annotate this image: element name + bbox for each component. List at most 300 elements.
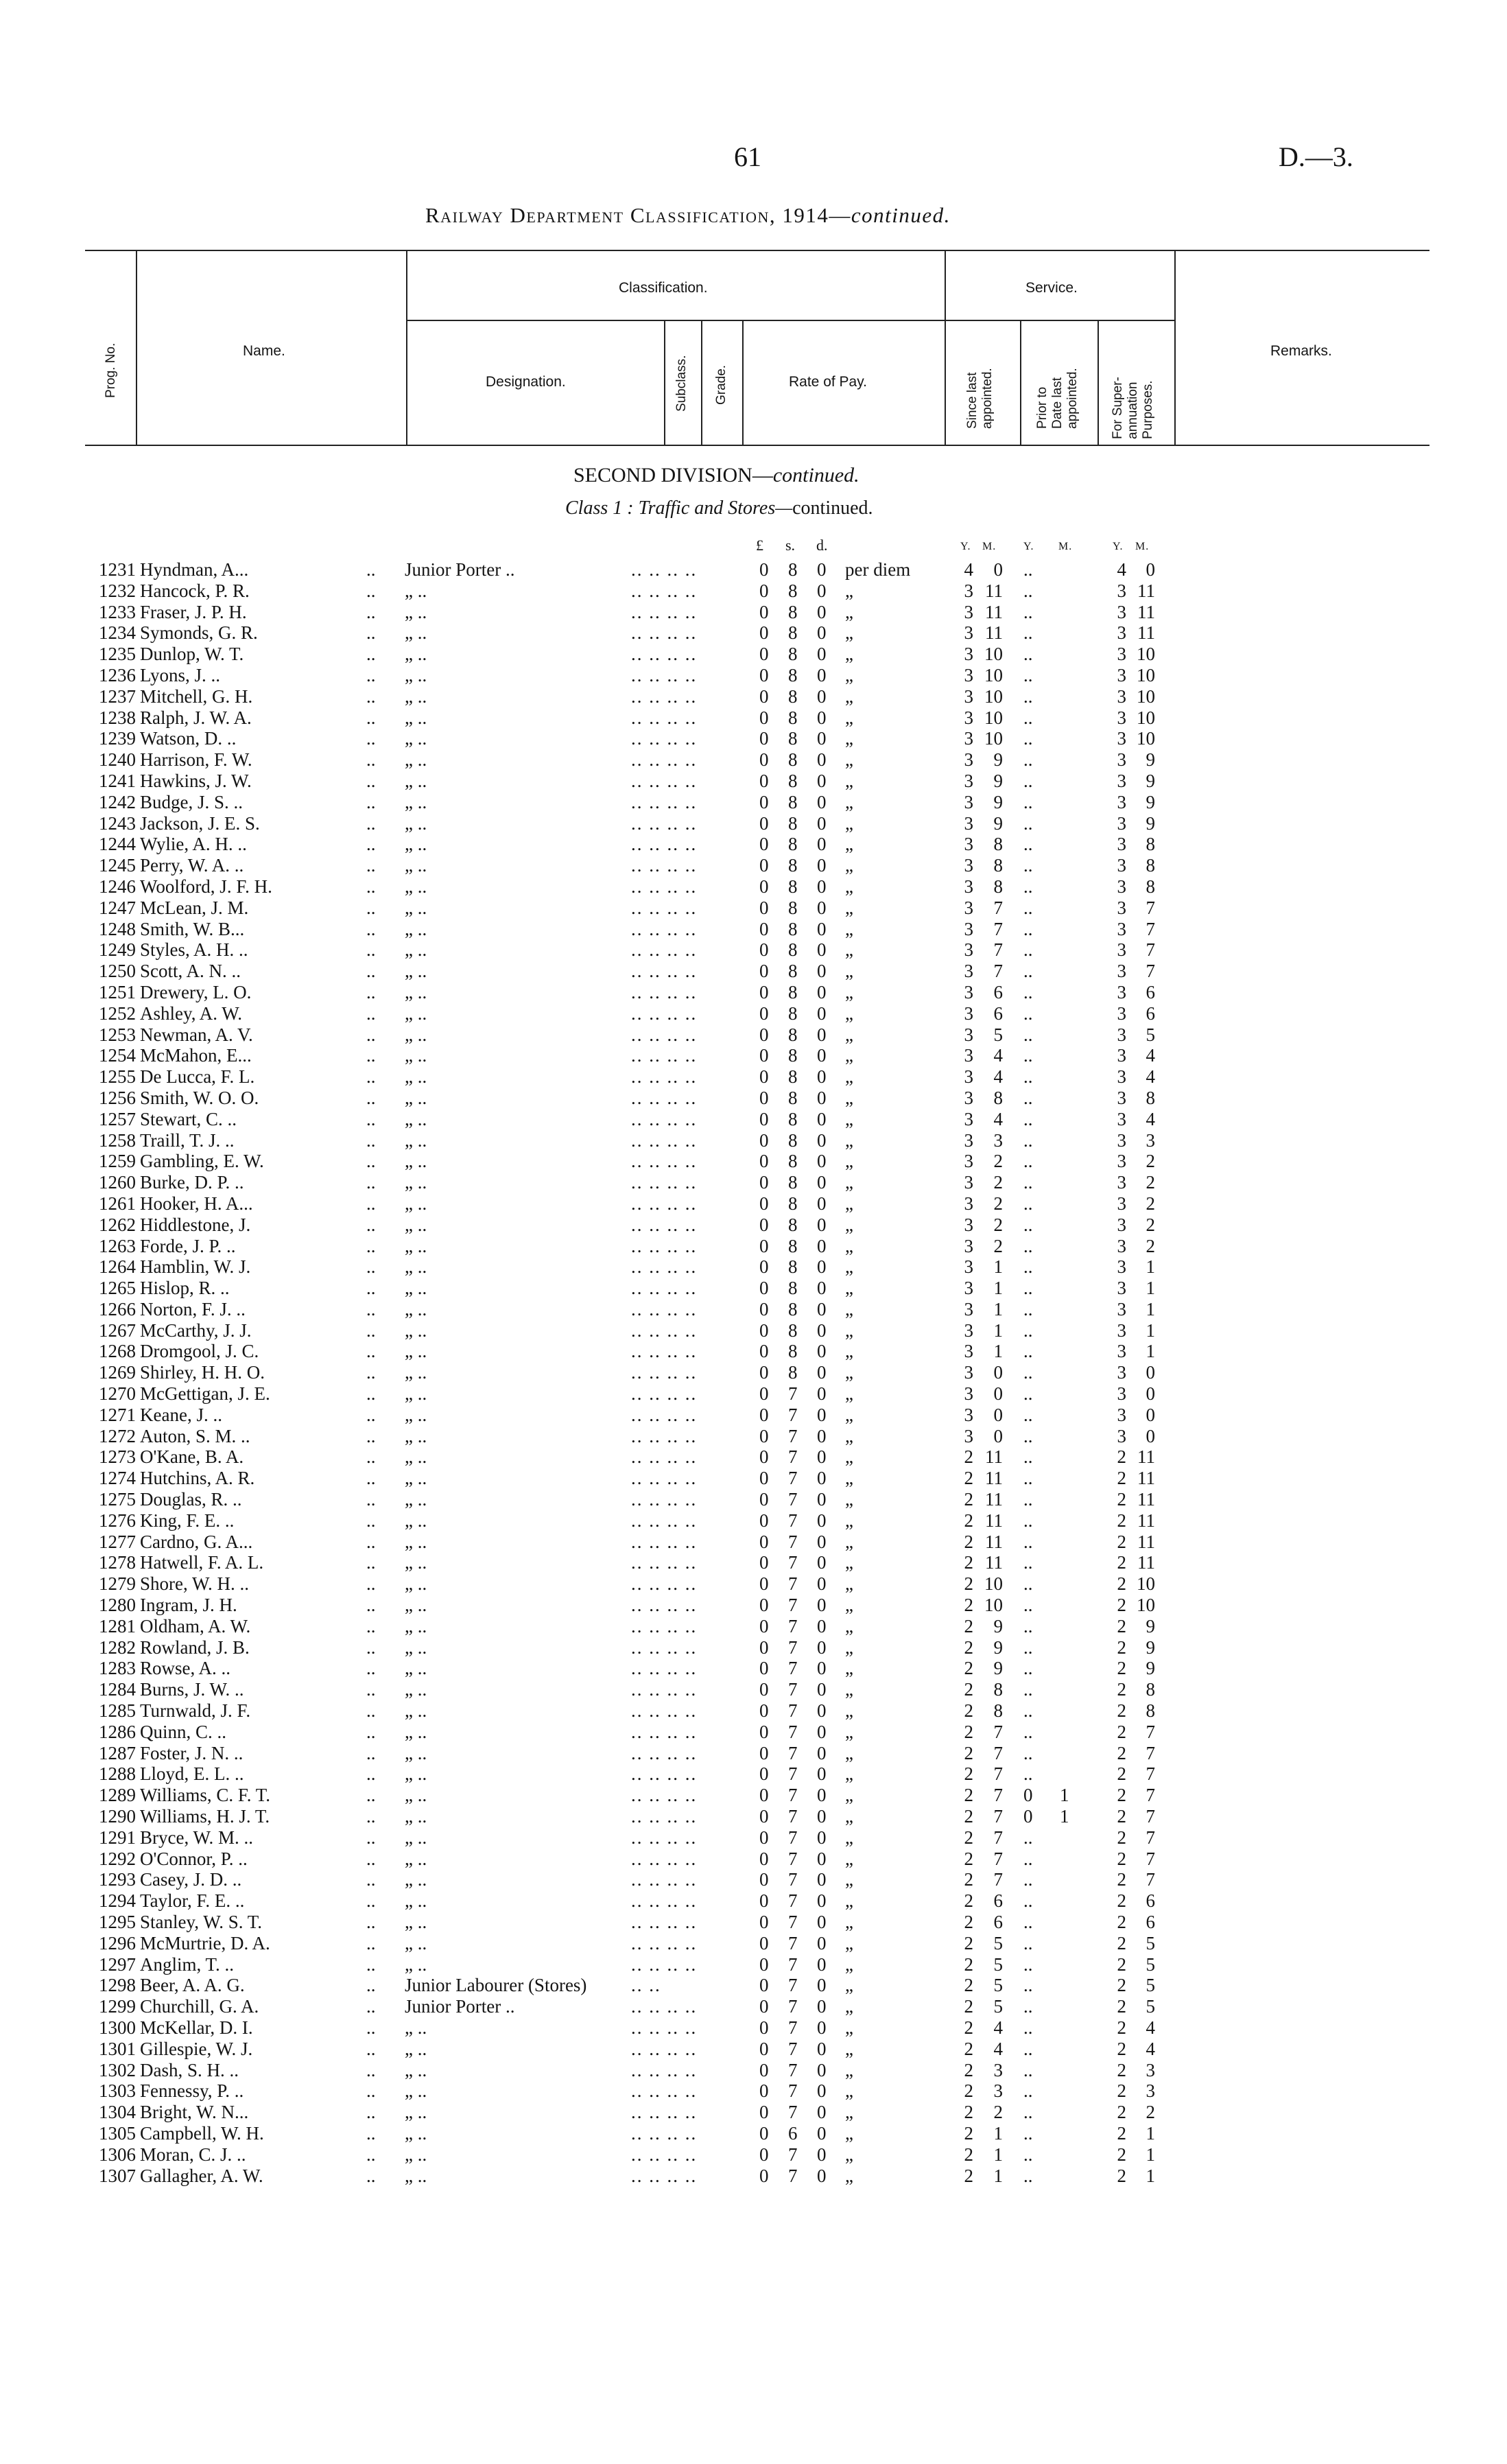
pay-pence: 0 xyxy=(817,1446,827,1468)
prior-service: .. xyxy=(1023,855,1033,876)
leader-dots: .. .. .. .. xyxy=(631,1912,698,1932)
since-months: 9 xyxy=(993,812,1003,834)
staff-name: Casey, J. D. .. xyxy=(140,1869,242,1890)
pay-pence: 0 xyxy=(817,644,827,665)
pay-pence: 0 xyxy=(817,2059,827,2080)
table-row xyxy=(0,559,1507,580)
since-years: 2 xyxy=(964,1848,973,1869)
pay-pounds: 0 xyxy=(759,1953,769,1975)
table-row xyxy=(0,834,1507,855)
leader-dots: .. xyxy=(366,749,376,771)
designation: „ .. xyxy=(405,2144,427,2165)
designation: „ .. xyxy=(405,622,427,644)
prior-service: .. xyxy=(1023,1489,1033,1510)
designation: „ .. xyxy=(405,707,427,728)
prog-no: 1248 xyxy=(99,918,136,939)
pay-pounds: 0 xyxy=(759,855,769,876)
since-months: 9 xyxy=(993,1636,1003,1658)
pay-period: „ xyxy=(845,1446,853,1468)
pay-shillings: 8 xyxy=(788,1298,798,1319)
super-months: 9 xyxy=(1146,1615,1155,1636)
prog-no: 1242 xyxy=(99,791,136,812)
super-years: 2 xyxy=(1117,2102,1126,2123)
leader-dots: .. xyxy=(366,1278,376,1299)
since-years: 2 xyxy=(964,1890,973,1912)
prog-no: 1280 xyxy=(99,1595,136,1616)
table-row xyxy=(0,1109,1507,1130)
since-years: 2 xyxy=(964,2122,973,2144)
super-months: 7 xyxy=(1146,1806,1155,1827)
super-months: 8 xyxy=(1146,1700,1155,1722)
table-row xyxy=(0,1785,1507,1806)
leader-dots: .. .. .. .. xyxy=(631,1615,698,1636)
staff-name: Hutchins, A. R. xyxy=(140,1468,255,1489)
pay-period: „ xyxy=(845,1763,853,1785)
pay-pence: 0 xyxy=(817,791,827,812)
pay-shillings: 8 xyxy=(788,791,798,812)
prog-no: 1239 xyxy=(99,728,136,749)
leader-dots: .. xyxy=(366,1425,376,1446)
leader-dots: .. xyxy=(366,2102,376,2123)
super-years: 2 xyxy=(1117,1679,1126,1700)
staff-name: Fraser, J. P. H. xyxy=(140,601,247,622)
since-years: 2 xyxy=(964,1721,973,1742)
super-months: 4 xyxy=(1146,2038,1155,2059)
designation: „ .. xyxy=(405,1066,427,1088)
pay-pounds: 0 xyxy=(759,1362,769,1383)
leader-dots: .. xyxy=(366,1489,376,1510)
prior-service: .. xyxy=(1023,1278,1033,1299)
pay-pounds: 0 xyxy=(759,1002,769,1024)
super-years: 3 xyxy=(1117,1383,1126,1405)
designation: „ .. xyxy=(405,1383,427,1405)
leader-dots: .. .. .. .. xyxy=(631,1848,698,1869)
staff-name: Shore, W. H. .. xyxy=(140,1573,250,1595)
header-prior-1: Prior to xyxy=(1035,386,1049,429)
leader-dots: .. .. .. .. xyxy=(631,791,698,812)
pay-period: „ xyxy=(845,1785,853,1806)
pay-pounds: 0 xyxy=(759,664,769,685)
table-row xyxy=(0,1256,1507,1278)
pay-shillings: 7 xyxy=(788,1975,798,1996)
leader-dots: .. .. .. .. xyxy=(631,1489,698,1510)
pay-pounds: 0 xyxy=(759,749,769,771)
since-months: 2 xyxy=(993,1193,1003,1214)
staff-name: Dash, S. H. .. xyxy=(140,2059,239,2080)
prior-service: .. xyxy=(1023,1024,1033,1045)
super-months: 2 xyxy=(1146,1235,1155,1256)
prior-service: .. xyxy=(1023,1975,1033,1996)
since-months: 8 xyxy=(993,1700,1003,1722)
super-months: 11 xyxy=(1137,1510,1155,1531)
pay-period: „ xyxy=(845,644,853,665)
pay-pence: 0 xyxy=(817,1087,827,1108)
pay-pounds: 0 xyxy=(759,1024,769,1045)
prior-service: .. xyxy=(1023,1912,1033,1932)
super-months: 8 xyxy=(1146,1087,1155,1108)
pay-pounds: 0 xyxy=(759,1108,769,1129)
staff-name: Dunlop, W. T. xyxy=(140,644,244,665)
prog-no: 1287 xyxy=(99,1742,136,1763)
leader-dots: .. xyxy=(366,1721,376,1742)
table-row xyxy=(0,707,1507,729)
super-years: 3 xyxy=(1117,1341,1126,1362)
pay-pence: 0 xyxy=(817,2080,827,2102)
prog-no: 1250 xyxy=(99,961,136,982)
pay-pounds: 0 xyxy=(759,1298,769,1319)
since-years: 2 xyxy=(964,2080,973,2102)
prior-service: .. xyxy=(1023,1319,1033,1341)
prior-service: .. xyxy=(1023,1446,1033,1468)
super-years: 2 xyxy=(1117,2080,1126,2102)
pay-pounds: 0 xyxy=(759,644,769,665)
pay-pence: 0 xyxy=(817,2102,827,2123)
pay-period: „ xyxy=(845,981,853,1002)
table-row xyxy=(0,1320,1507,1341)
pay-period: „ xyxy=(845,770,853,791)
table-row xyxy=(0,728,1507,749)
leader-dots: .. .. .. .. xyxy=(631,1953,698,1975)
pay-pounds: 0 xyxy=(759,707,769,728)
designation: „ .. xyxy=(405,1658,427,1679)
prog-no: 1245 xyxy=(99,855,136,876)
pay-period: „ xyxy=(845,855,853,876)
leader-dots: .. xyxy=(366,1932,376,1953)
since-months: 7 xyxy=(993,897,1003,918)
prior-service: .. xyxy=(1023,1658,1033,1679)
unit-pence: d. xyxy=(816,537,828,554)
pay-period: „ xyxy=(845,1595,853,1616)
designation: „ .. xyxy=(405,1489,427,1510)
table-row xyxy=(0,686,1507,707)
pay-period: „ xyxy=(845,1510,853,1531)
table-row xyxy=(0,1426,1507,1447)
pay-shillings: 7 xyxy=(788,1615,798,1636)
table-row xyxy=(0,1362,1507,1383)
table-row xyxy=(0,665,1507,686)
pay-shillings: 8 xyxy=(788,855,798,876)
table-row xyxy=(0,580,1507,602)
super-years: 3 xyxy=(1117,1002,1126,1024)
leader-dots: .. .. .. .. xyxy=(631,981,698,1002)
super-years: 3 xyxy=(1117,664,1126,685)
super-months: 2 xyxy=(1146,2102,1155,2123)
pay-pounds: 0 xyxy=(759,1531,769,1552)
prior-service: .. xyxy=(1023,1087,1033,1108)
leader-dots: .. .. .. .. xyxy=(631,1172,698,1193)
since-months: 7 xyxy=(993,961,1003,982)
prior-service: .. xyxy=(1023,2102,1033,2123)
pay-period: „ xyxy=(845,1214,853,1235)
pay-pence: 0 xyxy=(817,601,827,622)
pay-period: „ xyxy=(845,664,853,685)
super-years: 3 xyxy=(1117,707,1126,728)
header-designation: Designation. xyxy=(486,374,566,390)
pay-pounds: 0 xyxy=(759,1087,769,1108)
leader-dots: .. xyxy=(366,559,376,580)
staff-name: Traill, T. J. .. xyxy=(140,1129,235,1151)
prior-service: .. xyxy=(1023,2080,1033,2102)
pay-shillings: 7 xyxy=(788,1404,798,1425)
pay-pounds: 0 xyxy=(759,1869,769,1890)
prior-service: .. xyxy=(1023,1869,1033,1890)
staff-name: De Lucca, F. L. xyxy=(140,1066,255,1088)
since-years: 3 xyxy=(964,1002,973,1024)
staff-name: Lloyd, E. L. .. xyxy=(140,1763,244,1785)
prog-no: 1260 xyxy=(99,1172,136,1193)
designation: „ .. xyxy=(405,1214,427,1235)
since-months: 11 xyxy=(985,601,1003,622)
since-months: 10 xyxy=(984,664,1003,685)
leader-dots: .. xyxy=(366,1595,376,1616)
leader-dots: .. xyxy=(366,1108,376,1129)
table-row xyxy=(0,771,1507,792)
leader-dots: .. xyxy=(366,961,376,982)
pay-pounds: 0 xyxy=(759,2144,769,2165)
prog-no: 1243 xyxy=(99,812,136,834)
pay-period: „ xyxy=(845,1087,853,1108)
since-months: 6 xyxy=(993,1890,1003,1912)
table-row xyxy=(0,1679,1507,1700)
pay-pounds: 0 xyxy=(759,2080,769,2102)
prior-service: .. xyxy=(1023,1700,1033,1722)
header-prog-no: Prog. No. xyxy=(104,342,118,398)
super-months: 11 xyxy=(1137,1468,1155,1489)
pay-shillings: 8 xyxy=(788,834,798,855)
leader-dots: .. xyxy=(366,897,376,918)
pay-period: „ xyxy=(845,1235,853,1256)
since-months: 11 xyxy=(985,622,1003,644)
designation: „ .. xyxy=(405,897,427,918)
pay-pounds: 0 xyxy=(759,1383,769,1405)
leader-dots: .. .. .. .. xyxy=(631,1742,698,1763)
pay-period: „ xyxy=(845,622,853,644)
leader-dots: .. .. .. .. xyxy=(631,1573,698,1595)
prog-no: 1265 xyxy=(99,1278,136,1299)
super-months: 1 xyxy=(1146,2144,1155,2165)
title-main: Railway Department Classification, 1914— xyxy=(425,203,851,227)
super-months: 9 xyxy=(1146,812,1155,834)
designation: „ .. xyxy=(405,1024,427,1045)
leader-dots: .. .. .. .. xyxy=(631,1827,698,1848)
leader-dots: .. xyxy=(366,2038,376,2059)
table-row xyxy=(0,1552,1507,1573)
super-years: 2 xyxy=(1117,1912,1126,1932)
pay-pounds: 0 xyxy=(759,1890,769,1912)
designation: „ .. xyxy=(405,2102,427,2123)
table-row xyxy=(0,1468,1507,1489)
pay-period: „ xyxy=(845,961,853,982)
designation: „ .. xyxy=(405,2165,427,2186)
pay-pounds: 0 xyxy=(759,1151,769,1172)
prog-no: 1232 xyxy=(99,580,136,601)
leader-dots: .. .. .. .. xyxy=(631,2122,698,2144)
staff-name: Burns, J. W. .. xyxy=(140,1679,244,1700)
since-years: 3 xyxy=(964,834,973,855)
prior-service: .. xyxy=(1023,1932,1033,1953)
designation: Junior Porter .. xyxy=(405,1996,515,2017)
pay-period: „ xyxy=(845,834,853,855)
prog-no: 1298 xyxy=(99,1975,136,1996)
since-months: 3 xyxy=(993,2080,1003,2102)
table-row xyxy=(0,1975,1507,1996)
since-months: 7 xyxy=(993,1869,1003,1890)
since-months: 9 xyxy=(993,1658,1003,1679)
table-row xyxy=(0,2060,1507,2081)
leader-dots: .. .. .. .. xyxy=(631,1932,698,1953)
leader-dots: .. .. .. .. xyxy=(631,1087,698,1108)
prior-service: .. xyxy=(1023,601,1033,622)
table-row xyxy=(0,1088,1507,1109)
prior-service: .. xyxy=(1023,1573,1033,1595)
designation: „ .. xyxy=(405,2080,427,2102)
since-months: 9 xyxy=(993,770,1003,791)
since-years: 2 xyxy=(964,1996,973,2017)
header-grade: Grade. xyxy=(714,364,728,405)
pay-pence: 0 xyxy=(817,1721,827,1742)
header-top-rule xyxy=(85,250,1429,251)
super-months: 7 xyxy=(1146,918,1155,939)
prog-no: 1233 xyxy=(99,601,136,622)
super-years: 2 xyxy=(1117,1996,1126,2017)
pay-pence: 0 xyxy=(817,1996,827,2017)
prog-no: 1297 xyxy=(99,1953,136,1975)
leader-dots: .. xyxy=(366,834,376,855)
unit-shilling: s. xyxy=(785,537,796,554)
pay-pounds: 0 xyxy=(759,685,769,707)
pay-pounds: 0 xyxy=(759,1193,769,1214)
leader-dots: .. .. .. .. xyxy=(631,1256,698,1278)
prior-service: .. xyxy=(1023,707,1033,728)
leader-dots: .. .. .. .. xyxy=(631,1002,698,1024)
staff-name: Anglim, T. .. xyxy=(140,1953,235,1975)
designation: „ .. xyxy=(405,1446,427,1468)
since-years: 3 xyxy=(964,1235,973,1256)
pay-period: „ xyxy=(845,1806,853,1827)
prior-service: .. xyxy=(1023,1362,1033,1383)
pay-shillings: 8 xyxy=(788,1066,798,1088)
since-months: 11 xyxy=(985,1552,1003,1573)
leader-dots: .. xyxy=(366,1975,376,1996)
pay-pence: 0 xyxy=(817,939,827,961)
pay-pounds: 0 xyxy=(759,981,769,1002)
col-divider xyxy=(664,320,665,445)
since-months: 1 xyxy=(993,1319,1003,1341)
super-years: 2 xyxy=(1117,2017,1126,2038)
pay-pence: 0 xyxy=(817,1658,827,1679)
since-months: 7 xyxy=(993,1848,1003,1869)
leader-dots: .. xyxy=(366,664,376,685)
pay-pounds: 0 xyxy=(759,1975,769,1996)
super-months: 7 xyxy=(1146,1742,1155,1763)
leader-dots: .. .. .. .. xyxy=(631,1531,698,1552)
super-years: 2 xyxy=(1117,1827,1126,1848)
super-months: 9 xyxy=(1146,749,1155,771)
pay-pounds: 0 xyxy=(759,918,769,939)
designation: „ .. xyxy=(405,1573,427,1595)
designation: „ .. xyxy=(405,1108,427,1129)
designation: „ .. xyxy=(405,1827,427,1848)
staff-name: McGettigan, J. E. xyxy=(140,1383,270,1405)
designation: „ .. xyxy=(405,1087,427,1108)
pay-shillings: 7 xyxy=(788,2144,798,2165)
staff-name: Shirley, H. H. O. xyxy=(140,1362,265,1383)
pay-period: „ xyxy=(845,1341,853,1362)
prog-no: 1262 xyxy=(99,1214,136,1235)
pay-pence: 0 xyxy=(817,1975,827,1996)
prog-no: 1284 xyxy=(99,1679,136,1700)
pay-pence: 0 xyxy=(817,2165,827,2186)
table-row xyxy=(0,1573,1507,1595)
table-row xyxy=(0,1341,1507,1362)
pay-pence: 0 xyxy=(817,834,827,855)
prog-no: 1303 xyxy=(99,2080,136,2102)
pay-pence: 0 xyxy=(817,1193,827,1214)
since-months: 5 xyxy=(993,1996,1003,2017)
pay-pence: 0 xyxy=(817,1953,827,1975)
super-years: 2 xyxy=(1117,1552,1126,1573)
pay-period: „ xyxy=(845,1045,853,1066)
pay-pence: 0 xyxy=(817,559,827,580)
staff-name: McMahon, E... xyxy=(140,1045,252,1066)
super-years: 3 xyxy=(1117,834,1126,855)
since-months: 7 xyxy=(993,1742,1003,1763)
pay-pence: 0 xyxy=(817,1489,827,1510)
pay-shillings: 7 xyxy=(788,1742,798,1763)
super-years: 2 xyxy=(1117,1468,1126,1489)
pay-period: „ xyxy=(845,1468,853,1489)
staff-name: McMurtrie, D. A. xyxy=(140,1932,270,1953)
leader-dots: .. xyxy=(366,1404,376,1425)
prior-service: .. xyxy=(1023,1235,1033,1256)
designation: „ .. xyxy=(405,1848,427,1869)
prior-service: .. xyxy=(1023,644,1033,665)
super-months: 7 xyxy=(1146,1763,1155,1785)
super-months: 7 xyxy=(1146,897,1155,918)
designation: „ .. xyxy=(405,2122,427,2144)
super-years: 3 xyxy=(1117,876,1126,897)
super-years: 2 xyxy=(1117,1806,1126,1827)
prog-no: 1240 xyxy=(99,749,136,771)
since-months: 4 xyxy=(993,1108,1003,1129)
since-years: 3 xyxy=(964,791,973,812)
leader-dots: .. xyxy=(366,1468,376,1489)
col-divider xyxy=(742,320,744,445)
since-years: 3 xyxy=(964,728,973,749)
pay-shillings: 7 xyxy=(788,1932,798,1953)
super-years: 2 xyxy=(1117,1595,1126,1616)
super-years: 3 xyxy=(1117,749,1126,771)
leader-dots: .. .. .. .. xyxy=(631,685,698,707)
pay-shillings: 7 xyxy=(788,1806,798,1827)
leader-dots: .. xyxy=(366,1256,376,1278)
pay-period: „ xyxy=(845,1002,853,1024)
pay-shillings: 7 xyxy=(788,1510,798,1531)
pay-pounds: 0 xyxy=(759,834,769,855)
super-months: 7 xyxy=(1146,1869,1155,1890)
pay-pence: 0 xyxy=(817,1573,827,1595)
designation: „ .. xyxy=(405,981,427,1002)
leader-dots: .. .. .. .. xyxy=(631,2165,698,2186)
pay-shillings: 7 xyxy=(788,1912,798,1932)
pay-pence: 0 xyxy=(817,961,827,982)
pay-pence: 0 xyxy=(817,1235,827,1256)
col-divider xyxy=(701,320,702,445)
pay-pence: 0 xyxy=(817,1595,827,1616)
pay-period: „ xyxy=(845,1996,853,2017)
since-years: 2 xyxy=(964,2102,973,2123)
prog-no: 1285 xyxy=(99,1700,136,1722)
